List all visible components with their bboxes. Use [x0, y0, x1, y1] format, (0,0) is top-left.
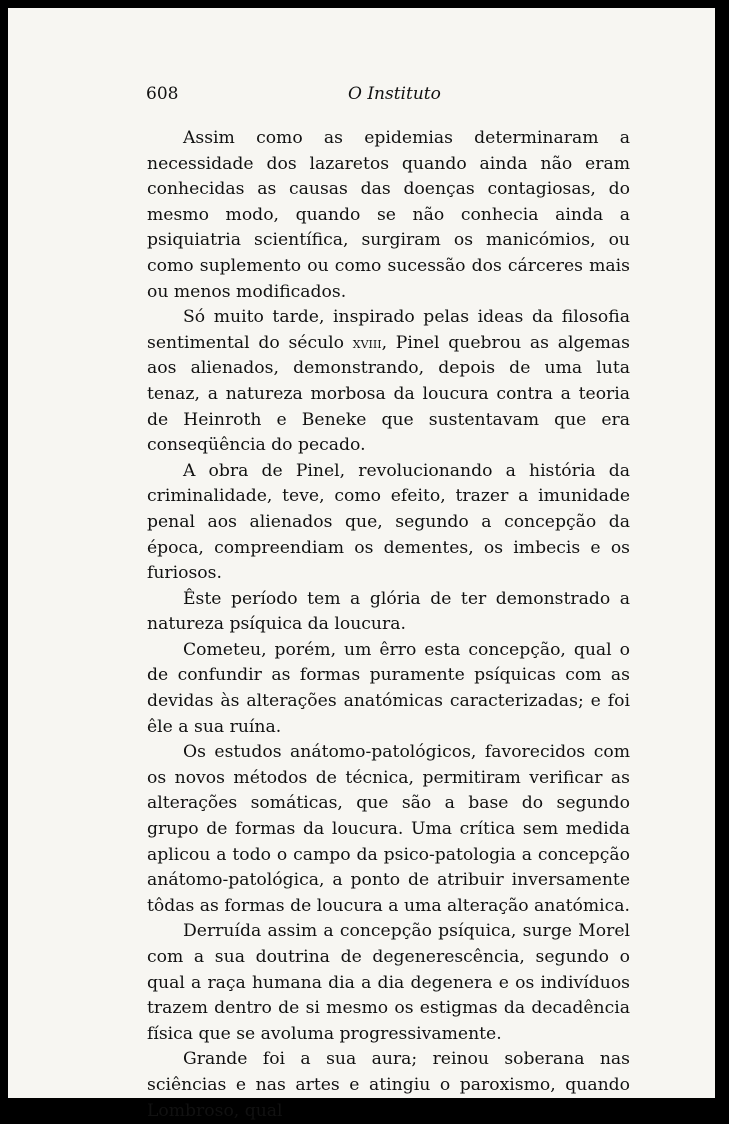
running-title: O Instituto	[348, 84, 441, 104]
paragraph: Derruída assim a concepção psíquica, surge Morel com a sua doutrina de degenerescência, segundo o qual a raça humana dia a dia degenera e os indivíduos trazem dentro de si mesmo os estigmas da decadência física que se avoluma progressivamente.	[147, 921, 630, 1044]
paragraph-text: Só muito tarde, inspirado pelas ideas da filosofia sentimental do século	[147, 307, 630, 353]
book-page	[8, 8, 715, 1121]
paragraph: Cometeu, porém, um êrro esta concepção, qual o de confundir as formas puramente psíquicas com as devidas às alterações anatómicas caracterizadas; e foi êle a sua ruína.	[147, 639, 630, 737]
paragraph: Grande foi a sua aura; reinou soberana nas sciências e nas artes e atingiu o paroxismo, quando Lombroso, qual	[147, 1049, 630, 1121]
page-header	[146, 84, 636, 114]
body-text	[147, 126, 630, 1124]
page-number: 608	[146, 84, 179, 104]
paragraph	[147, 305, 630, 459]
paragraph: Assim como as epidemias determinaram a necessidade dos lazaretos quando ainda não eram conhecidas as causas das doenças contagiosas, do mesmo modo, quando se não conhecia ainda a psiquiatria scientífica, surgiram os manicómios, ou como suplemento ou como sucessão dos cárceres mais ou menos modificados.	[147, 128, 630, 302]
paragraph: Os estudos anátomo-patológicos, favorecidos com os novos métodos de técnica, permitiram verificar as alterações somáticas, que são a base do segundo grupo de formas da loucura. Uma crítica sem medida aplicou a todo o campo da psico-patologia a concepção anátomo-patológica, a ponto de atribuir inversamente tôdas as formas de loucura a uma alteração anatómica.	[147, 742, 630, 916]
paragraph-text: , Pinel quebrou as algemas aos alienados, demonstrando, depois de uma luta tenaz, a natureza morbosa da loucura contra a teoria de Heinroth e Beneke que sustentavam que era conseqüência do pecado.	[147, 332, 630, 456]
century-numeral: xviii	[352, 333, 382, 352]
paragraph: A obra de Pinel, revolucionando a história da criminalidade, teve, como efeito, trazer a imunidade penal aos alienados que, segundo a concepção da época, compreendiam os dementes, os imbecis e os furiosos.	[147, 460, 630, 584]
paragraph: Êste período tem a glória de ter demonstrado a natureza psíquica da loucura.	[147, 588, 630, 635]
